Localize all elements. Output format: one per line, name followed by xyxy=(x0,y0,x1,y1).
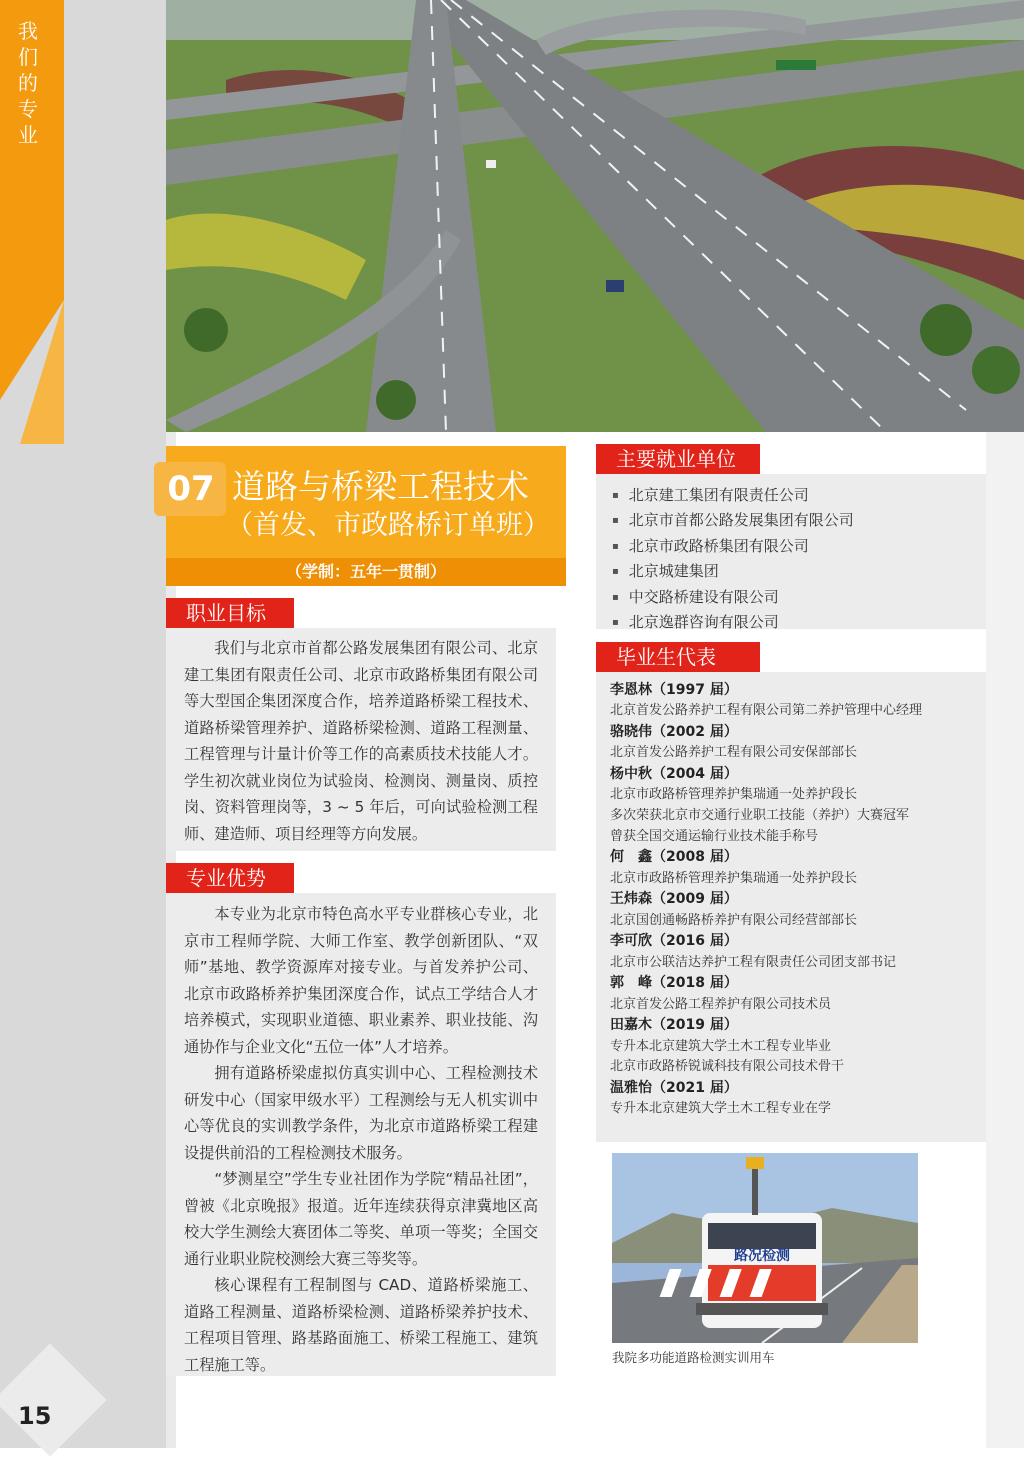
right-margin-band xyxy=(986,430,1024,1448)
road-inspection-van-photo xyxy=(612,1153,918,1343)
major-number: 07 xyxy=(167,469,215,509)
alumni-name: 田嘉木（2019 届） xyxy=(610,1017,738,1034)
van-sign-text: 路况检测 xyxy=(734,1248,790,1264)
alumni-detail: 北京国创通畅路桥养护有限公司经营部部长 xyxy=(610,912,858,928)
alumni-name: 杨中秋（2004 届） xyxy=(610,766,738,782)
advantages-text xyxy=(184,901,538,1378)
major-title: 道路与桥梁工程技术 xyxy=(232,467,529,506)
alumni-name: 骆晓伟（2002 届） xyxy=(610,724,738,740)
advantages-paragraph: 核心课程有工程制图与 CAD、道路桥梁施工、道路工程测量、道路桥梁检测、道路桥梁养护技术、工程项目管理、路基路面施工、桥梁工程施工、建筑工程施工等。 xyxy=(184,1276,538,1374)
alumni-name: 王炜森（2009 届） xyxy=(610,891,738,908)
major-subtitle: （首发、市政路桥订单班） xyxy=(226,510,550,541)
alumni-detail: 北京首发公路养护工程有限公司安保部部长 xyxy=(610,745,858,761)
alumni-detail: 北京市政路桥管理养护集瑞通一处养护段长 xyxy=(610,787,858,803)
alumni-detail: 北京首发公路养护工程有限公司第二养护管理中心经理 xyxy=(610,703,923,719)
advantages-paragraph: “梦测星空”学生专业社团作为学院“精品社团”，曾被《北京晚报》报道。近年连续获得京津冀地区高校大学生测绘大赛团体二等奖、单项一等奖；全国交通行业职业院校测绘大赛三等奖等。 xyxy=(184,1170,538,1268)
advantages-paragraph: 本专业为北京市特色高水平专业群核心专业，北京市工程师学院、大师工作室、教学创新团队、“双师”基地、教学资源库对接专业。与首发养护公司、北京市政路桥养护集团深度合作，试点工学结合人才培养模式，实现职业道德、职业素养、职业技能、沟通协作与企业文化“五位一体”人才培养。 xyxy=(184,905,538,1056)
alumni-name: 温雅怡（2021 届） xyxy=(610,1079,738,1096)
list-item: ▪ 北京建工集团有限责任公司 xyxy=(612,484,854,509)
section-label: 我们的专业 xyxy=(18,19,40,147)
alumni-detail: 专升本北京建筑大学土木工程专业毕业 xyxy=(610,1038,832,1054)
alumni-detail: 北京市政路桥锐诚科技有限公司技术骨干 xyxy=(610,1059,845,1075)
alumni-heading: 毕业生代表 xyxy=(596,642,760,672)
list-item: ▪ 北京市首都公路发展集团有限公司 xyxy=(612,509,854,534)
career-goal-paragraph: 我们与北京市首都公路发展集团有限公司、北京建工集团有限责任公司、北京市政路桥集团有限公司等大型国企集团深度合作，培养道路桥梁工程技术、道路桥梁管理养护、道路桥梁检测、道路工程测量、工程管理与计量计价等工作的高素质技术技能人才。学生初次就业岗位为试验岗、检测岗、测量岗、质控岗、资料管理岗等，3 ~ 5 年后，可向试验检测工程师、建造师、项目经理等方向发展。 xyxy=(184,639,538,843)
career-goal-text xyxy=(184,635,538,847)
employer-list xyxy=(612,484,854,636)
alumni-detail: 多次荣获北京市交通行业职工技能（养护）大赛冠军 xyxy=(610,808,910,823)
side-tab-fold xyxy=(20,300,64,444)
alumni-detail: 北京市公联洁达养护工程有限责任公司团支部书记 xyxy=(610,954,897,970)
career-goal-heading: 职业目标 xyxy=(166,598,294,628)
list-item: ▪ 中交路桥建设有限公司 xyxy=(612,586,854,611)
advantages-paragraph: 拥有道路桥梁虚拟仿真实训中心、工程检测技术研发中心（国家甲级水平）工程测绘与无人机实训中心等优良的实训教学条件，为北京市道路桥梁工程建设提供前沿的工程检测技术服务。 xyxy=(184,1064,538,1162)
advantages-heading: 专业优势 xyxy=(166,863,294,893)
alumni-detail: 专升本北京建筑大学土木工程专业在学 xyxy=(610,1101,832,1117)
alumni-name: 郭 峰（2018 届） xyxy=(610,975,738,992)
photo-caption: 我院多功能道路检测实训用车 xyxy=(612,1350,775,1365)
list-item: ▪ 北京市政路桥集团有限公司 xyxy=(612,535,854,560)
list-item: ▪ 北京城建集团 xyxy=(612,560,854,585)
alumni-detail: 曾获全国交通运输行业技术能手称号 xyxy=(610,828,819,844)
program-duration: （学制：五年一贯制） xyxy=(285,562,446,581)
alumni-list xyxy=(610,680,980,1120)
alumni-detail: 北京首发公路工程养护有限公司技术员 xyxy=(610,996,832,1012)
highway-interchange-photo xyxy=(166,0,1024,432)
alumni-name: 李可欣（2016 届） xyxy=(610,933,738,950)
page-number: 15 xyxy=(18,1402,52,1430)
alumni-detail: 北京市政路桥管理养护集瑞通一处养护段长 xyxy=(610,870,858,886)
list-item: ▪ 北京逸群咨询有限公司 xyxy=(612,611,854,636)
alumni-name: 何 鑫（2008 届） xyxy=(610,849,738,866)
alumni-name: 李恩林（1997 届） xyxy=(610,682,738,698)
employers-heading: 主要就业单位 xyxy=(596,444,760,474)
